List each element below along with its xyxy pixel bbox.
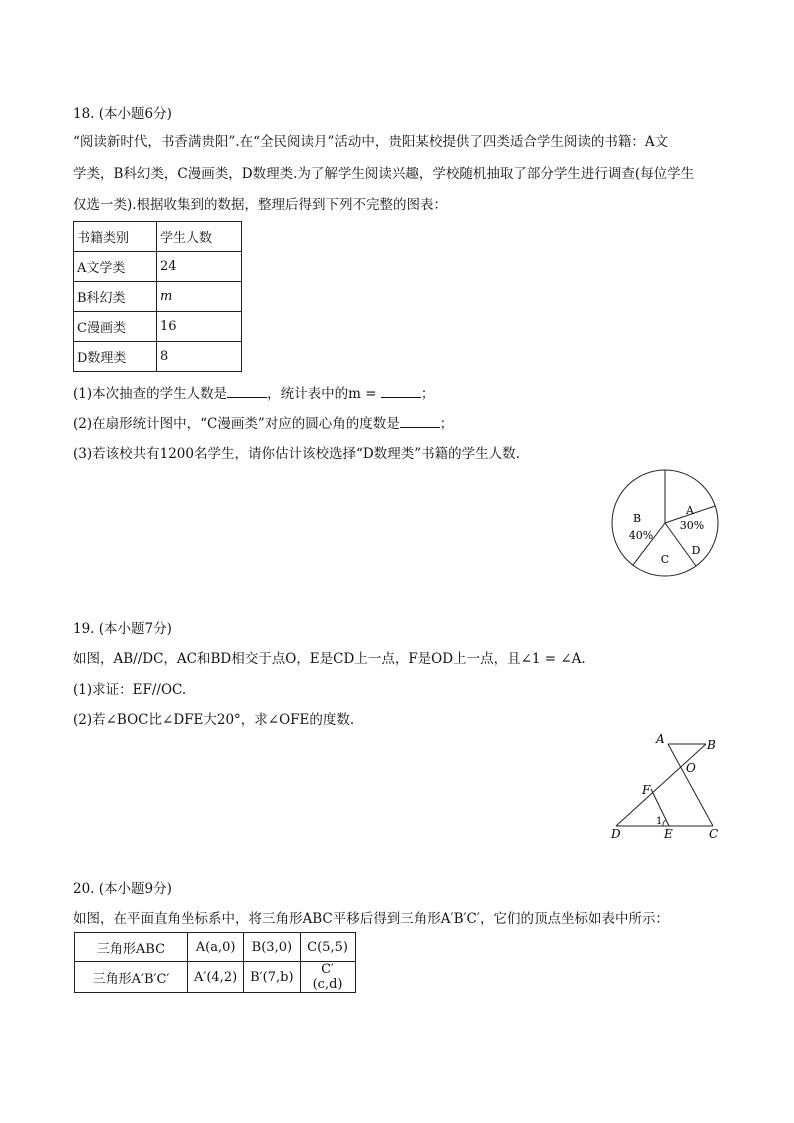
q18-intro-line3: 仅选一类).根据收集到的数据，整理后得到下列不完整的图表：	[73, 197, 448, 213]
q18-sub1-text-a: (1)本次抽查的学生人数是	[73, 386, 228, 402]
table-cell: 三角形ABC	[75, 933, 188, 962]
point-label-d: D	[611, 827, 621, 841]
q18-intro-line2: 学类，B科幻类，C漫画类，D数理类.为了解学生阅读兴趣，学校随机抽取了部分学生进行调查(每位学生	[73, 166, 695, 182]
q20-header: 20. (本小题9分)	[73, 881, 172, 897]
table-row	[74, 312, 242, 342]
q19-sub2: (2)若∠BOC比∠DFE大20°，求∠OFE的度数.	[73, 712, 355, 728]
pie-label-b: B	[632, 512, 642, 525]
table-header-cell: 书籍类别	[74, 222, 157, 252]
q19-intro: 如图，AB//DC，AC和BD相交于点O，E是CD上一点，F是OD上一点，且∠1 = ∠A.	[73, 651, 586, 667]
answer-blank	[227, 383, 267, 398]
q20-intro: 如图，在平面直角坐标系中，将三角形ABC平移后得到三角形A′B′C′，它们的顶点坐标如表中所示：	[73, 911, 669, 927]
table-row	[74, 282, 242, 312]
angle-label-1: 1	[656, 816, 663, 827]
segment-bd	[616, 744, 706, 826]
pie-label-c: C	[660, 553, 670, 566]
table-row	[75, 933, 356, 962]
table-cell: A(a,0)	[188, 933, 244, 962]
q18-sub2-text-a: (2)在扇形统计图中，“C漫画类”对应的圆心角的度数是	[73, 416, 400, 432]
table-cell: C漫画类	[74, 312, 157, 342]
table-cell: B(3,0)	[244, 933, 300, 962]
angle-1-arc	[663, 820, 666, 826]
q18-pie-figure	[606, 468, 726, 580]
table-row	[74, 252, 242, 282]
q18-sub2-text-b: ；	[439, 416, 454, 432]
table-row	[74, 342, 242, 372]
q18-data-table	[73, 221, 242, 372]
answer-blank	[381, 383, 421, 398]
table-cell: A文学类	[74, 252, 157, 282]
pie-pct-b: 40%	[628, 529, 654, 542]
q18-sub2	[73, 413, 453, 434]
point-label-e: E	[664, 827, 673, 841]
q19-geometry-figure	[606, 732, 724, 842]
q19-sub1: (1)求证：EF//OC.	[73, 682, 187, 698]
q20-coordinate-table	[74, 932, 356, 993]
table-cell: D数理类	[74, 342, 157, 372]
table-cell: 三角形A′B′C′	[75, 962, 188, 993]
q18-intro-line1: “阅读新时代，书香满贵阳”.在“全民阅读月”活动中，贵阳某校提供了四类适合学生阅读的书籍：A文	[73, 134, 669, 150]
table-cell: C(5,5)	[300, 933, 355, 962]
q18-sub1-text-c: ；	[420, 386, 435, 402]
point-label-c: C	[709, 827, 719, 841]
pie-pct-a: 30%	[679, 519, 705, 532]
point-label-b: B	[707, 738, 716, 752]
q18-sub1-text-b: ，统计表中的m =	[267, 386, 377, 402]
table-row	[75, 962, 356, 993]
table-cell: 24	[157, 252, 242, 282]
table-header-cell: 学生人数	[157, 222, 242, 252]
q18-header: 18. (本小题6分)	[73, 106, 172, 122]
table-cell: 16	[157, 312, 242, 342]
table-cell: 8	[157, 342, 242, 372]
table-cell: B科幻类	[74, 282, 157, 312]
point-label-o: O	[686, 761, 696, 775]
point-label-a: A	[656, 732, 665, 746]
point-label-f: F	[642, 783, 651, 797]
segment-ac	[668, 744, 713, 826]
table-cell: C′(c,d)	[300, 962, 355, 993]
pie-label-d: D	[691, 544, 701, 557]
table-cell: B′(7,b)	[244, 962, 300, 993]
q18-sub1	[73, 383, 434, 404]
table-cell: A′(4,2)	[188, 962, 244, 993]
q18-sub3: (3)若该校共有1200名学生，请你估计该校选择“D数理类”书籍的学生人数.	[73, 446, 520, 462]
table-cell: m	[157, 282, 242, 312]
q19-header: 19. (本小题7分)	[73, 621, 172, 637]
answer-blank	[400, 413, 440, 428]
pie-label-a: A	[686, 504, 694, 517]
table-header-row	[74, 222, 242, 252]
